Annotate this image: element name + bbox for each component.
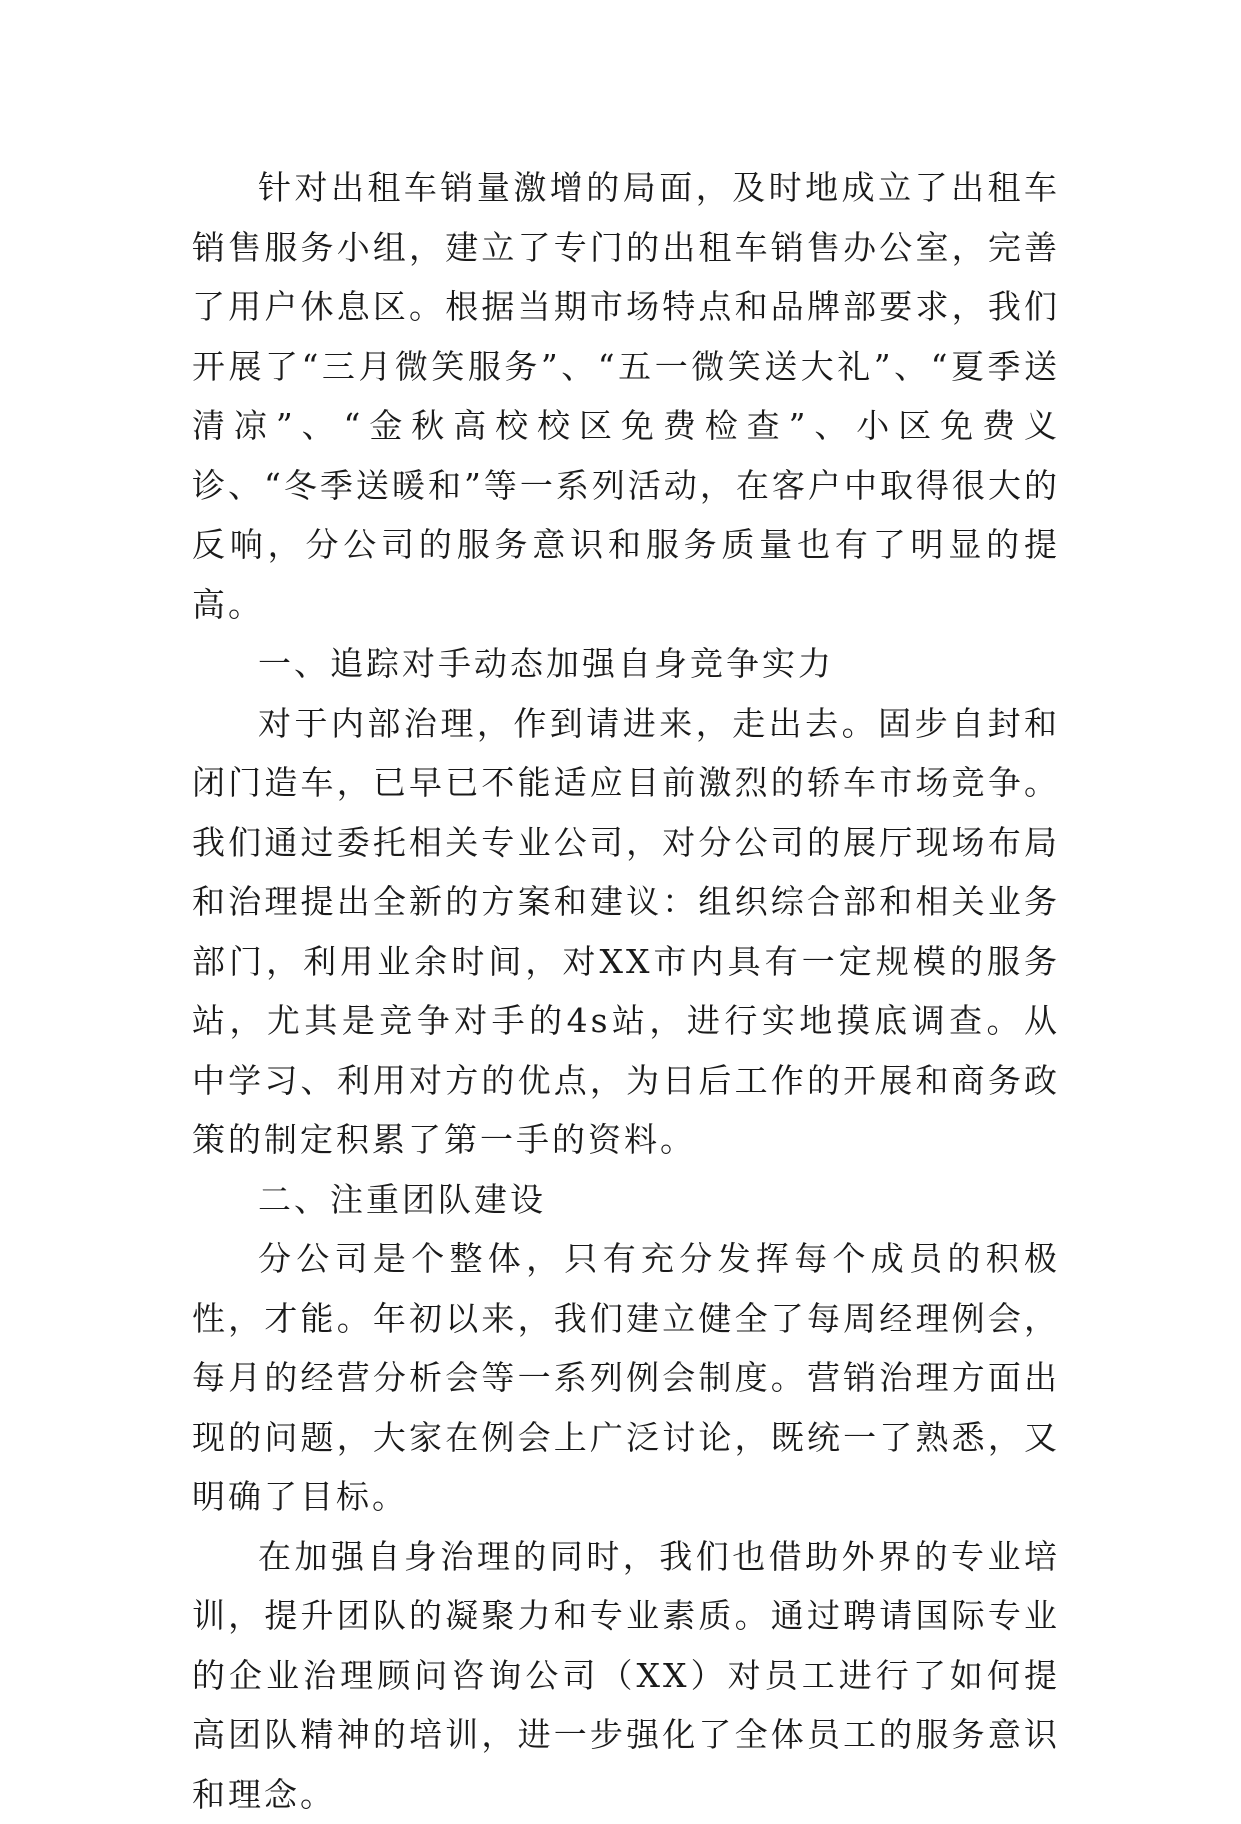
- paragraph-taxi-sales: 针对出租车销量激增的局面，及时地成立了出租车销售服务小组，建立了专门的出租车销售办公室，完善了用户休息区。根据当期市场特点和品牌部要求，我们开展了“三月微笑服务”、“五一微笑送大礼”、“夏季送清凉”、“金秋高校校区免费检查”、小区免费义诊、“冬季送暖和”等一系列活动，在客户中取得很大的反响，分公司的服务意识和服务质量也有了明显的提高。: [192, 158, 1060, 634]
- heading-competitor-tracking: 一、追踪对手动态加强自身竞争实力: [192, 634, 1060, 694]
- paragraph-internal-management: 对于内部治理，作到请进来，走出去。固步自封和闭门造车，已早已不能适应目前激烈的轿车市场竞争。我们通过委托相关专业公司，对分公司的展厅现场布局和治理提出全新的方案和建议：组织综合部和相关业务部门，利用业余时间，对XX市内具有一定规模的服务站，尤其是竞争对手的4s站，进行实地摸底调查。从中学习、利用对方的优点，为日后工作的开展和商务政策的制定积累了第一手的资料。: [192, 694, 1060, 1170]
- paragraph-team-meetings: 分公司是个整体，只有充分发挥每个成员的积极性，才能。年初以来，我们建立健全了每周经理例会，每月的经营分析会等一系列例会制度。营销治理方面出现的问题，大家在例会上广泛讨论，既统一了熟悉，又明确了目标。: [192, 1229, 1060, 1527]
- heading-team-building: 二、注重团队建设: [192, 1170, 1060, 1230]
- paragraph-training: 在加强自身治理的同时，我们也借助外界的专业培训，提升团队的凝聚力和专业素质。通过聘请国际专业的企业治理顾问咨询公司（XX）对员工进行了如何提高团队精神的培训，进一步强化了全体员工的服务意识和理念。: [192, 1527, 1060, 1824]
- document-body: [192, 158, 1060, 1824]
